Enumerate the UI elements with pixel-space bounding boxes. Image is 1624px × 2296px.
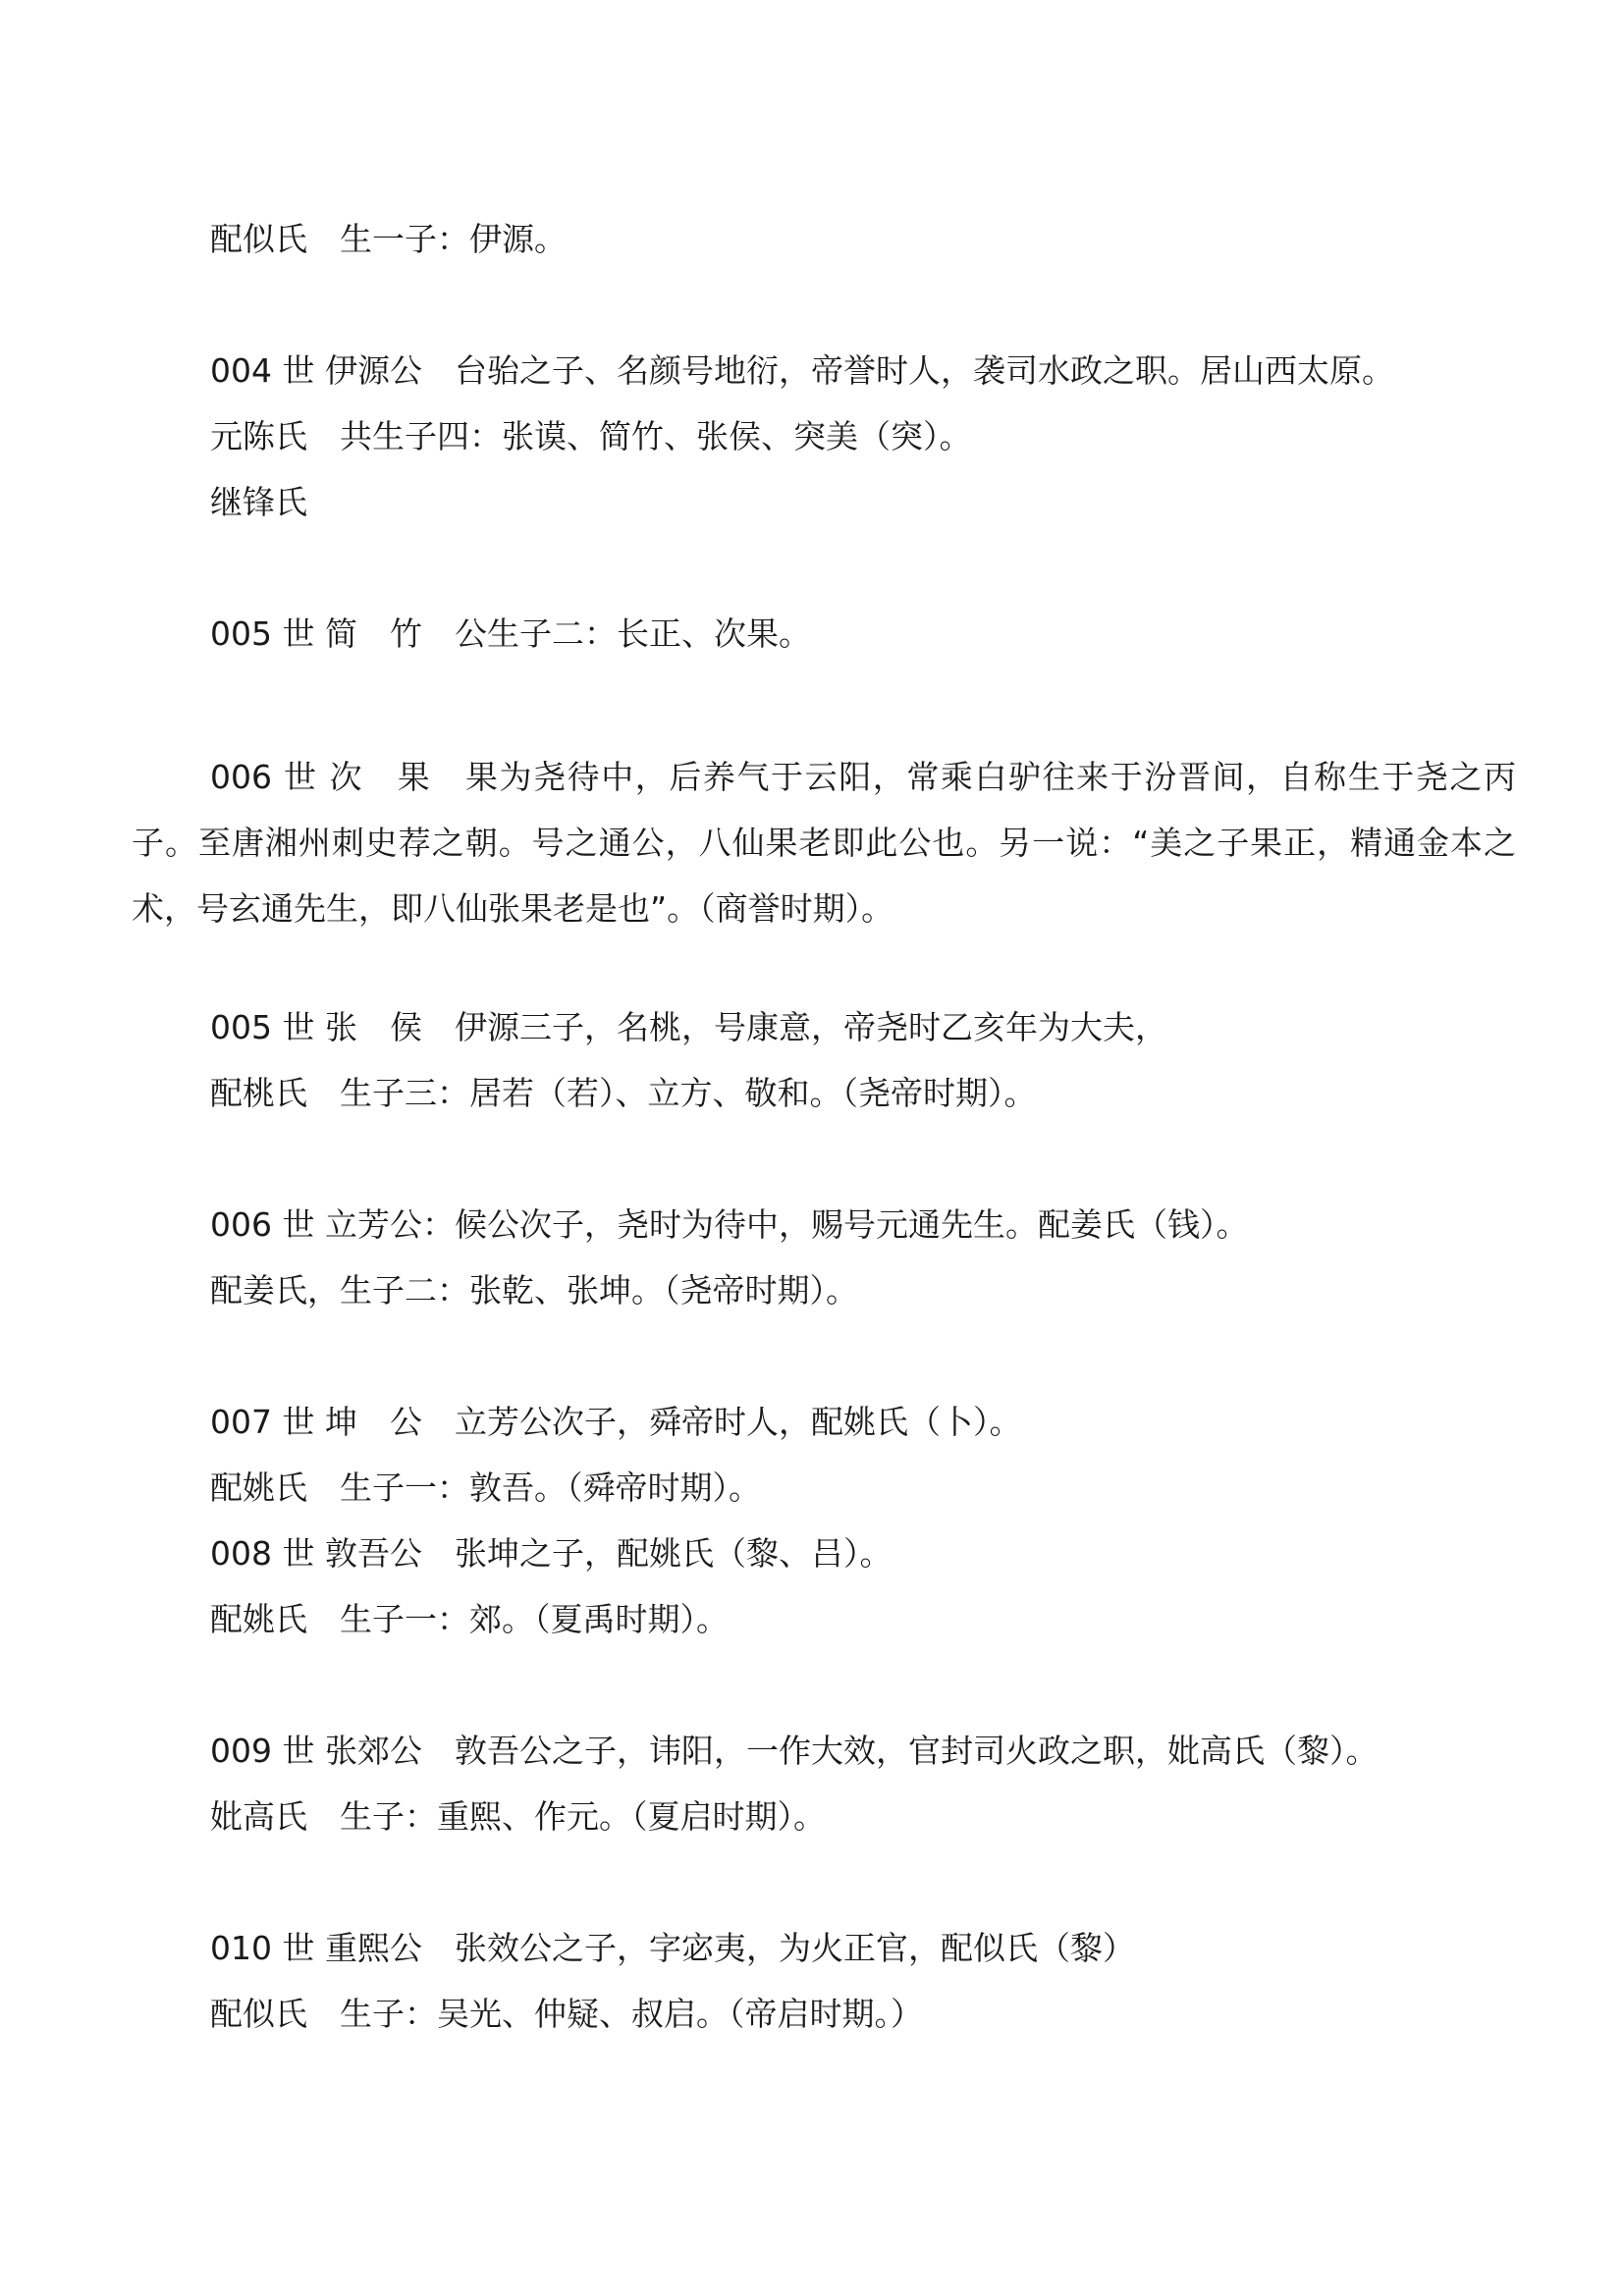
text-line: 配姜氏，生子二：张乾、张坤。（尧帝时期）。 — [210, 1271, 858, 1309]
generation-entry-004: 004 世 伊源公 台骀之子、名颜号地衍，帝誉时人，袭司水政之职。居山西太原。 — [210, 351, 1394, 390]
text-line: 配似氏 生子：吴光、仲疑、叔启。（帝启时期。） — [210, 1995, 923, 2033]
generation-entry-006-lifang: 006 世 立芳公：候公次子，尧时为待中，赐号元通先生。配姜氏（钱）。 — [210, 1205, 1249, 1244]
text-line: 继锋氏 — [210, 483, 307, 521]
generation-entry-005-jianzhu: 005 世 简 竹 公生子二：长正、次果。 — [210, 614, 811, 653]
generation-entry-008: 008 世 敦吾公 张坤之子，配姚氏（黎、吕）。 — [210, 1534, 893, 1573]
generation-entry-005-zhanghou: 005 世 张 侯 伊源三子，名桃，号康意，帝尧时乙亥年为大夫， — [210, 1008, 1167, 1046]
text-line: 元陈氏 共生子四：张谟、简竹、张侯、突美（突）。 — [210, 417, 972, 455]
text-line: 配姚氏 生子一：敦吾。（舜帝时期）。 — [210, 1468, 761, 1507]
generation-entry-009: 009 世 张郊公 敦吾公之子，讳阳，一作大效，官封司火政之职，妣高氏（黎）。 — [210, 1732, 1379, 1770]
text-line: 配似氏 生一子：伊源。 — [210, 220, 567, 258]
generation-entry-010: 010 世 重熙公 张效公之子，字宓夷，为火正官，配似氏（黎） — [210, 1929, 1135, 1967]
generation-entry-007: 007 世 坤 公 立芳公次子，舜帝时人，配姚氏（卜）。 — [210, 1403, 1022, 1441]
text-line: 配桃氏 生子三：居若（若）、立方、敬和。（尧帝时期）。 — [210, 1074, 1037, 1112]
text-line: 妣高氏 生子：重熙、作元。（夏启时期）。 — [210, 1797, 826, 1836]
generation-entry-006-ciguo: 006 世 次 果 果为尧待中，后养气于云阳，常乘白驴往来于汾晋间，自称生于尧之丙子。至唐湘州刺史荐之朝。号之通公，八仙果老即此公也。另一说：“美之子果正，精通金本之术，号玄通先生，即八仙张果老是也”。（商誉时期）。 — [132, 758, 1516, 928]
text-line: 配姚氏 生子一：郊。（夏禹时期）。 — [210, 1600, 729, 1638]
